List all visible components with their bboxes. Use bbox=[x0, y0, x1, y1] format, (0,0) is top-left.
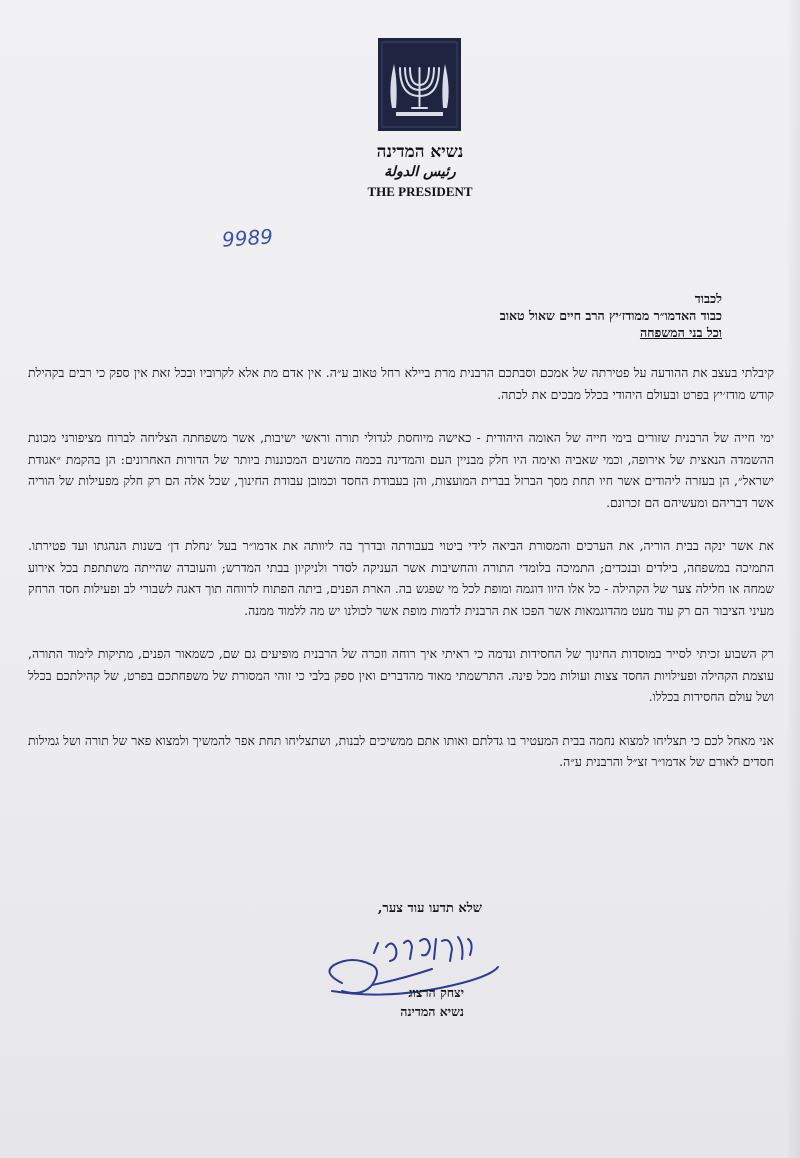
letterhead-title-hebrew: נשיא המדינה bbox=[376, 142, 464, 162]
paragraph: אני מאחל לכם כי תצליחו למצוא נחמה בבית המעטיר בו גדלתם ואותו אתם ממשיכים לבנות, ושתצליחו תחת אפר להמשיך ולמצוא פאר של תורה ושל גמילות חסדים לאורם של אדמו״ר זצ״ל והרבנית ע״ה. bbox=[28, 732, 774, 769]
paragraph: ימי חייה של הרבנית שזורים בימי חייה של האומה היהודית - כאישה מיוחסת לגדולי תורה וראשי ישיבות, אשר משפחתה הצליחה לברוח מציפורני מכונת ההשמדה הנאצית של אירופה, וכמי שאביה ואימה היו חלק מבניין העם והמדינה בכמה מהשנים המכוננות ביותר של הדורות האחרונים: הן בהקמת ״אגודת ישראל״, הן בעזרה ליהודים אשר חיו תחת מסך הברזל בברית המועצות, והן בעבודת החסד וכמובן עבודת החינוך, שכל אלה הם רק חלק מפעילות של הוריה אשר דבריהם ומעשיהם הם זכרונם. bbox=[28, 430, 774, 510]
closing-line: שלא תדעו עוד צער, bbox=[377, 901, 482, 916]
letterhead-title-english: THE PRESIDENT bbox=[367, 184, 473, 199]
paragraph: קיבלתי בעצב את ההודעה על פטירתה של אמכם וסבתכם הרבנית מרת ביילא רחל טאוב ע״ה. אין אדם מת אלא לקרוביו ובכל זאת אין ספק כי רבים בקהילת קודש מודז׳יץ בפרט ובעולם היהודי בכלל מבכים את לכתה. bbox=[28, 365, 774, 402]
signatory-title: נשיא המדינה bbox=[400, 1004, 464, 1019]
letter-body bbox=[28, 362, 774, 795]
address-line-3: וכל בני המשפחה bbox=[639, 325, 722, 340]
paragraph: את אשר ינקה בבית הוריה, את הערכים והמסורת הביאה לידי ביטוי בעבודתה ובדרך בה ליוותה את אדמו״ר בעל ׳נחלת דן׳ בשנות הנהגתו ועד פטירתו. התמיכה במשפחה, בילדים ובנכדים; התמיכה בלומדי התורה והחשיבות אשר העניקה לסדר ולניקיון בבתי המדרש; והעובדה שהייתה משתתפת בכל אירוע שמחה או חלילה צער של הקהילה - כל אלו היוו דוגמה ומופת לכל מי שפגש בה. הארת הפנים, ביתה הפתוח לרווחה תוך דאגה לשבורי לב ופעילות חסד הרחק מעיני הציבור הם רק עוד מעט מהדוגמאות אשר הפכו את הרבנית לדמות מופת אשר לכולנו יש מה ללמוד ממנה. bbox=[28, 538, 774, 618]
signatory-name: יצחק הרצוג bbox=[408, 985, 464, 1000]
address-line-2: כבוד האדמו״ר ממודז׳יץ הרב חיים שאול טאוב bbox=[499, 308, 722, 323]
menorah-emblem-icon bbox=[378, 38, 461, 131]
address-line-1: לכבוד bbox=[694, 291, 722, 306]
letterhead-title-arabic: رئيس الدولة bbox=[384, 164, 456, 180]
paragraph: רק השבוע זכיתי לסייר במוסדות החינוך של החסידות ונדמה כי ראיתי איך רוחה וזכרה של הרבנית מופיעים גם שם, כשמאור הפנים, מתיקות לימוד התורה, עוצמת הקהילה ופעילויות החסד צצות ועולות מכל פינה. התרשמתי מאוד מהדברים ואין ספק בלבי כי זוהי המסורת של משפחתכם בפרט, של קהילתכם בכלל ושל עולם החסידות בכללו. bbox=[28, 646, 774, 704]
handwritten-reference-number: 9989 bbox=[221, 224, 274, 252]
signatory-block bbox=[400, 983, 464, 1021]
address-block bbox=[202, 290, 722, 341]
